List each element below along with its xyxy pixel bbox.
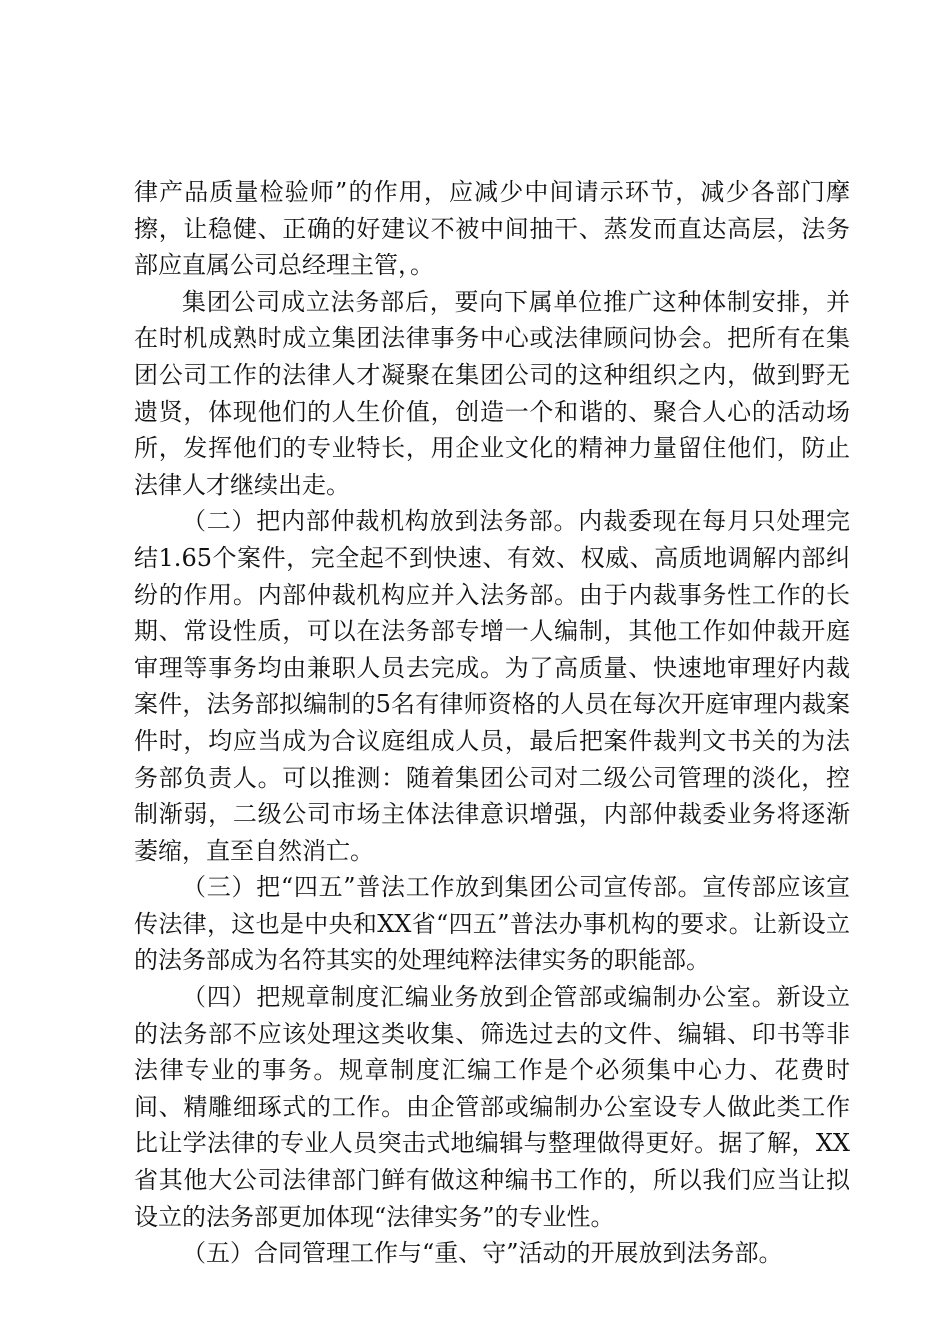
paragraph-legal-center: 集团公司成立法务部后，要向下属单位推广这种体制安排，并在时机成熟时成立集团法律事务中心或法律顾问协会。把所有在集团公司工作的法律人才凝聚在集团公司的这种组织之内，做到野无遗贤，体现他们的人生价值，创造一个和谐的、聚合人心的活动场所，发挥他们的专业特长，用企业文化的精神力量留住他们，防止法律人才继续出走。 [134,287,850,499]
paragraph-section-4: （四）把规章制度汇编业务放到企管部或编制办公室。新设立的法务部不应该处理这类收集、筛选过去的文件、编辑、印书等非法律专业的事务。规章制度汇编工作是个必须集中心力、花费时间、精雕细琢式的工作。由企管部或编制办公室设专人做此类工作比让学法律的专业人员突击式地编辑与整理做得更好。据了解，XX省其他大公司法律部门鲜有做这种编书工作的，所以我们应当让拟设立的法务部更加体现“法律实务”的专业性。 [134,983,850,1231]
paragraph-continuation: 律产品质量检验师”的作用，应减少中间请示环节，减少各部门摩擦，让稳健、正确的好建议不被中间抽干、蒸发而直达高层，法务部应直属公司总经理主管，。 [134,178,850,280]
paragraph-section-5: （五）合同管理工作与“重、守”活动的开展放到法务部。 [182,1239,783,1268]
document-body [134,174,850,1272]
paragraph-section-2: （二）把内部仲裁机构放到法务部。内裁委现在每月只处理完结1.65个案件，完全起不到快速、有效、权威、高质地调解内部纠纷的作用。内部仲裁机构应并入法务部。由于内裁事务性工作的长期、常设性质，可以在法务部专增一人编制，其他工作如仲裁开庭审理等事务均由兼职人员去完成。为了高质量、快速地审理好内裁案件，法务部拟编制的5名有律师资格的人员在每次开庭审理内裁案件时，均应当成为合议庭组成人员，最后把案件裁判文书关的为法务部负责人。可以推测：随着集团公司对二级公司管理的淡化，控制渐弱，二级公司市场主体法律意识增强，内部仲裁委业务将逐渐萎缩，直至自然消亡。 [134,507,850,865]
paragraph-section-3: （三）把“四五”普法工作放到集团公司宣传部。宣传部应该宣传法律，这也是中央和XX省“四五”普法办事机构的要求。让新设立的法务部成为名符其实的处理纯粹法律实务的职能部。 [134,873,850,975]
